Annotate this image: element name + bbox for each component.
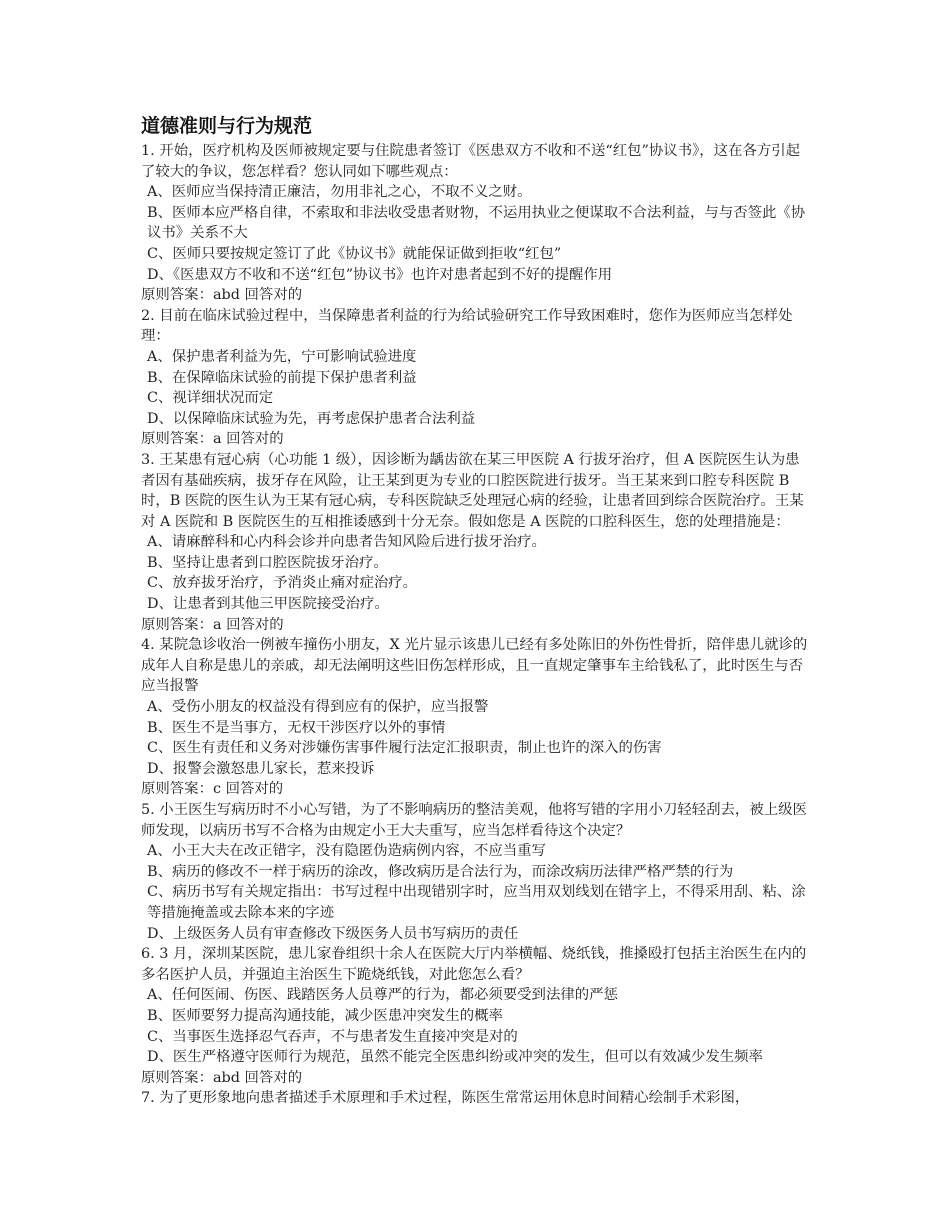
answer-option: B、坚持让患者到口腔医院拔牙治疗。 [147,554,388,571]
answer-option: A、请麻醉科和心内科会诊并向患者告知风险后进行拔牙治疗。 [147,534,546,551]
answer-option: D、以保障临床试验为先，再考虑保护患者合法利益 [147,410,476,427]
answer-option: B、在保障临床试验的前提下保护患者利益 [147,369,417,386]
answer-option: D、上级医务人员有审查修改下级医务人员书写病历的责任 [147,925,519,942]
question-text: 3. 王某患有冠心病（心功能 1 级），因诊断为龋齿欲在某三甲医院 A 行拔牙治疗，但 A 医院医生认为患者因有基础疾病，拔牙存在风险，让王某到更为专业的口腔医院进行拔牙。当王某来到口腔专科医院 B 时，B 医院的医生认为王某有冠心病，专科医院缺乏处理冠心病的经验，让患者回到综合医院治疗。王某对 A 医院和 B 医院医生的互相推诿感到十分无奈。假如您是 A 医院的口腔科医生，您的处理措施是： [141,451,804,530]
answer-option: D、医生严格遵守医师行为规范，虽然不能完全医患纠纷或冲突的发生，但可以有效减少发生频率 [147,1049,763,1066]
answer-option: B、医师要努力提高沟通技能，减少医患冲突发生的概率 [147,1007,503,1024]
standard-answer: 原则答案：abd 回答对的 [141,1069,303,1086]
question-text: 5. 小王医生写病历时不小心写错，为了不影响病历的整洁美观，他将写错的字用小刀轻轻刮去，被上级医师发现，以病历书写不合格为由规定小王大夫重写，应当怎样看待这个决定？ [141,802,807,839]
standard-answer: 原则答案：c 回答对的 [141,781,284,798]
answer-option: B、病历的修改不一样于病历的涂改，修改病历是合法行为，而涂改病历法律严格严禁的行为 [147,863,734,880]
document-page [141,113,813,1109]
question-block [141,635,813,800]
page-title: 道德准则与行为规范 [141,115,313,137]
answer-option: A、任何医闹、伤医、践踏医务人员尊严的行为，都必须要受到法律的严惩 [147,987,618,1004]
answer-option: C、医生有责任和义务对涉嫌伤害事件履行法定汇报职责，制止也许的深入的伤害 [147,740,662,757]
standard-answer: 原则答案：abd 回答对的 [141,287,303,304]
answer-option: C、当事医生选择忍气吞声，不与患者发生直接冲突是对的 [147,1028,518,1045]
answer-option: C、病历书写有关规定指出：书写过程中出现错别字时，应当用双划线划在错字上，不得采用刮、粘、涂等措施掩盖或去除本来的字迹 [147,884,806,921]
answer-option: C、视详细状况而定 [147,390,274,407]
question-text: 1. 开始，医疗机构及医师被规定要与住院患者签订《医患双方不收和不送“红包”协议书》，这在各方引起了较大的争议，您怎样看？您认同如下哪些观点： [141,143,801,180]
answer-option: A、小王大夫在改正错字，没有隐匿伪造病例内容，不应当重写 [147,843,546,860]
answer-option: A、保护患者利益为先，宁可影响试验进度 [147,348,417,365]
question-block [141,141,813,306]
answer-option: C、放弃拔牙治疗，予消炎止痛对症治疗。 [147,575,418,592]
question-list [141,141,813,1109]
answer-option: C、医师只要按规定签订了此《协议书》就能保证做到拒收“红包” [147,245,562,262]
question-text: 6. 3 月，深圳某医院，患儿家眷组织十余人在医院大厅内举横幅、烧纸钱，推搡殴打包括主治医生在内的多名医护人员，并强迫主治医生下跪烧纸钱，对此您怎么看？ [141,946,807,983]
answer-option: D、让患者到其他三甲医院接受治疗。 [147,596,389,613]
standard-answer: 原则答案：a 回答对的 [141,431,284,448]
question-block [141,450,813,635]
question-block [141,1088,813,1109]
answer-option: A、医师应当保持清正廉洁，勿用非礼之心，不取不义之财。 [147,184,532,201]
question-block [141,944,813,1088]
question-text: 7. 为了更形象地向患者描述手术原理和手术过程，陈医生常常运用休息时间精心绘制手术彩图， [141,1090,750,1107]
question-text: 4. 某院急诊收治一例被车撞伤小朋友，X 光片显示该患儿已经有多处陈旧的外伤性骨折，陪伴患儿就诊的成年人自称是患儿的亲戚，却无法阐明这些旧伤怎样形成，且一直规定肇事车主给钱私了，此时医生与否应当报警 [141,637,808,695]
answer-option: B、医师本应严格自律，不索取和非法收受患者财物，不运用执业之便谋取不合法利益，与与否签此《协议书》关系不大 [147,204,806,242]
question-block [141,306,813,450]
answer-option: D、报警会激怒患儿家长，惹来投诉 [147,760,375,777]
question-text: 2. 目前在临床试验过程中，当保障患者利益的行为给试验研究工作导致困难时，您作为医师应当怎样处理： [141,307,793,345]
question-block [141,800,813,944]
answer-option: D、《医患双方不收和不送“红包”协议书》也许对患者起到不好的提醒作用 [147,266,613,283]
answer-option: B、医生不是当事方，无权干涉医疗以外的事情 [147,719,446,736]
standard-answer: 原则答案：a 回答对的 [141,616,284,633]
answer-option: A、受伤小朋友的权益没有得到应有的保护，应当报警 [147,699,489,716]
